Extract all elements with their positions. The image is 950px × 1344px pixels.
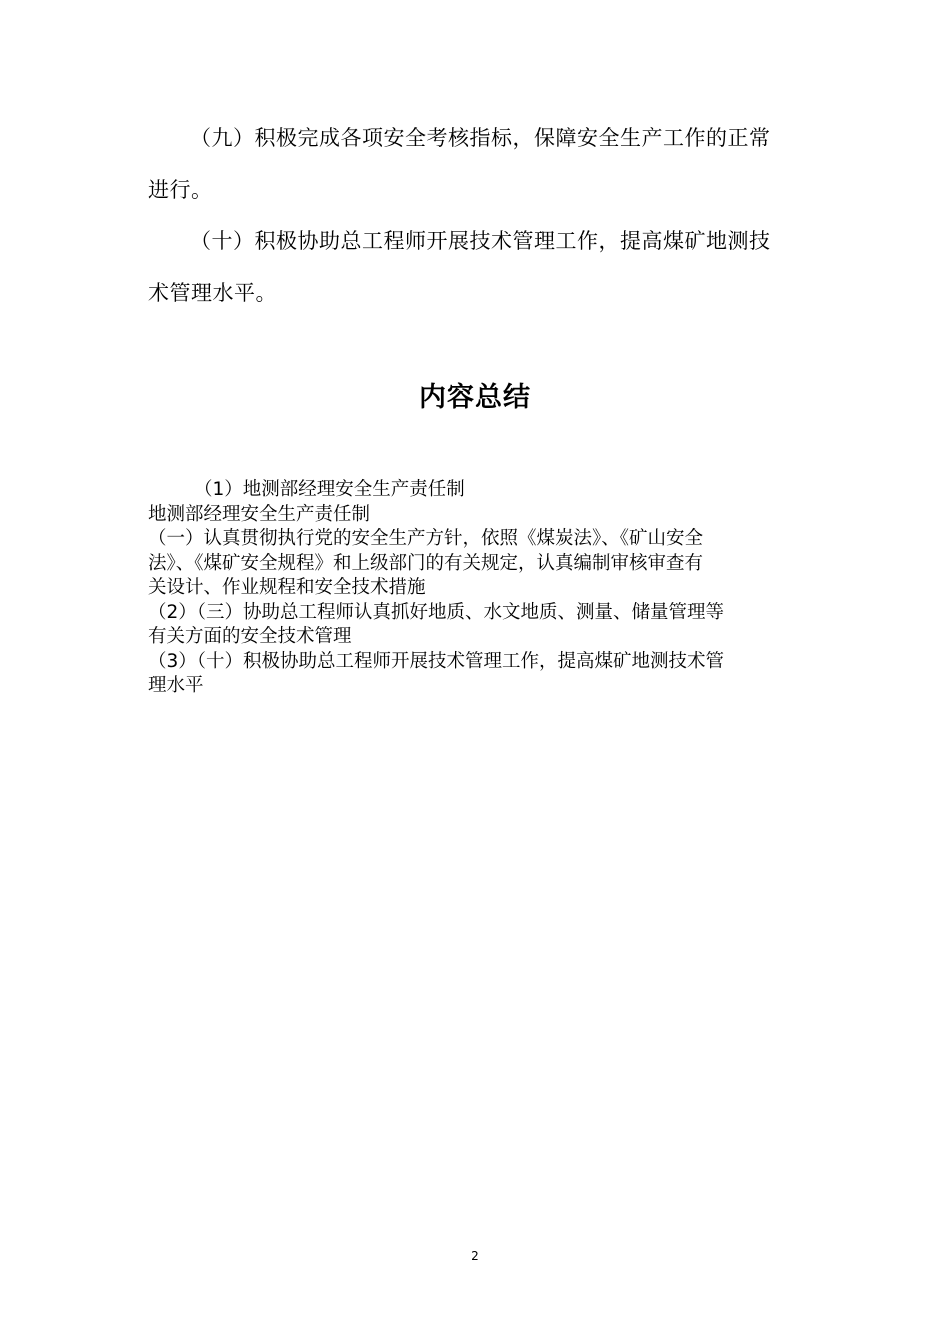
summary-line: 地测部经理安全生产责任制 [148, 503, 371, 525]
summary-line: （一）认真贯彻执行党的安全生产方针，依照《煤炭法》、《矿山安全 [148, 528, 704, 549]
summary-line: 法》、《煤矿安全规程》和上级部门的有关规定，认真编制审核审查有 [148, 552, 704, 574]
summary-line: （1）地测部经理安全生产责任制 [194, 479, 465, 500]
paragraph-line: 术管理水平。 [148, 281, 277, 305]
page-number: 2 [471, 1249, 479, 1263]
summary-line: （2）（三）协助总工程师认真抓好地质、水文地质、测量、储量管理等 [148, 601, 725, 623]
summary-line: （3）（十）积极协助总工程师开展技术管理工作，提高煤矿地测技术管 [148, 650, 725, 672]
paragraph-item-9 [148, 112, 800, 216]
summary-line: 理水平 [148, 675, 204, 696]
paragraph-line: （九）积极完成各项安全考核指标，保障安全生产工作的正常 [190, 126, 771, 150]
summary-line: 关设计、作业规程和安全技术措施 [148, 577, 426, 598]
paragraph-line: 进行。 [148, 178, 213, 202]
paragraph-line: （十）积极协助总工程师开展技术管理工作，提高煤矿地测技 [190, 229, 771, 253]
paragraph-item-10 [148, 215, 800, 319]
summary-title: 内容总结 [419, 382, 531, 413]
summary-line: 有关方面的安全技术管理 [148, 626, 352, 647]
summary-block [148, 478, 808, 699]
